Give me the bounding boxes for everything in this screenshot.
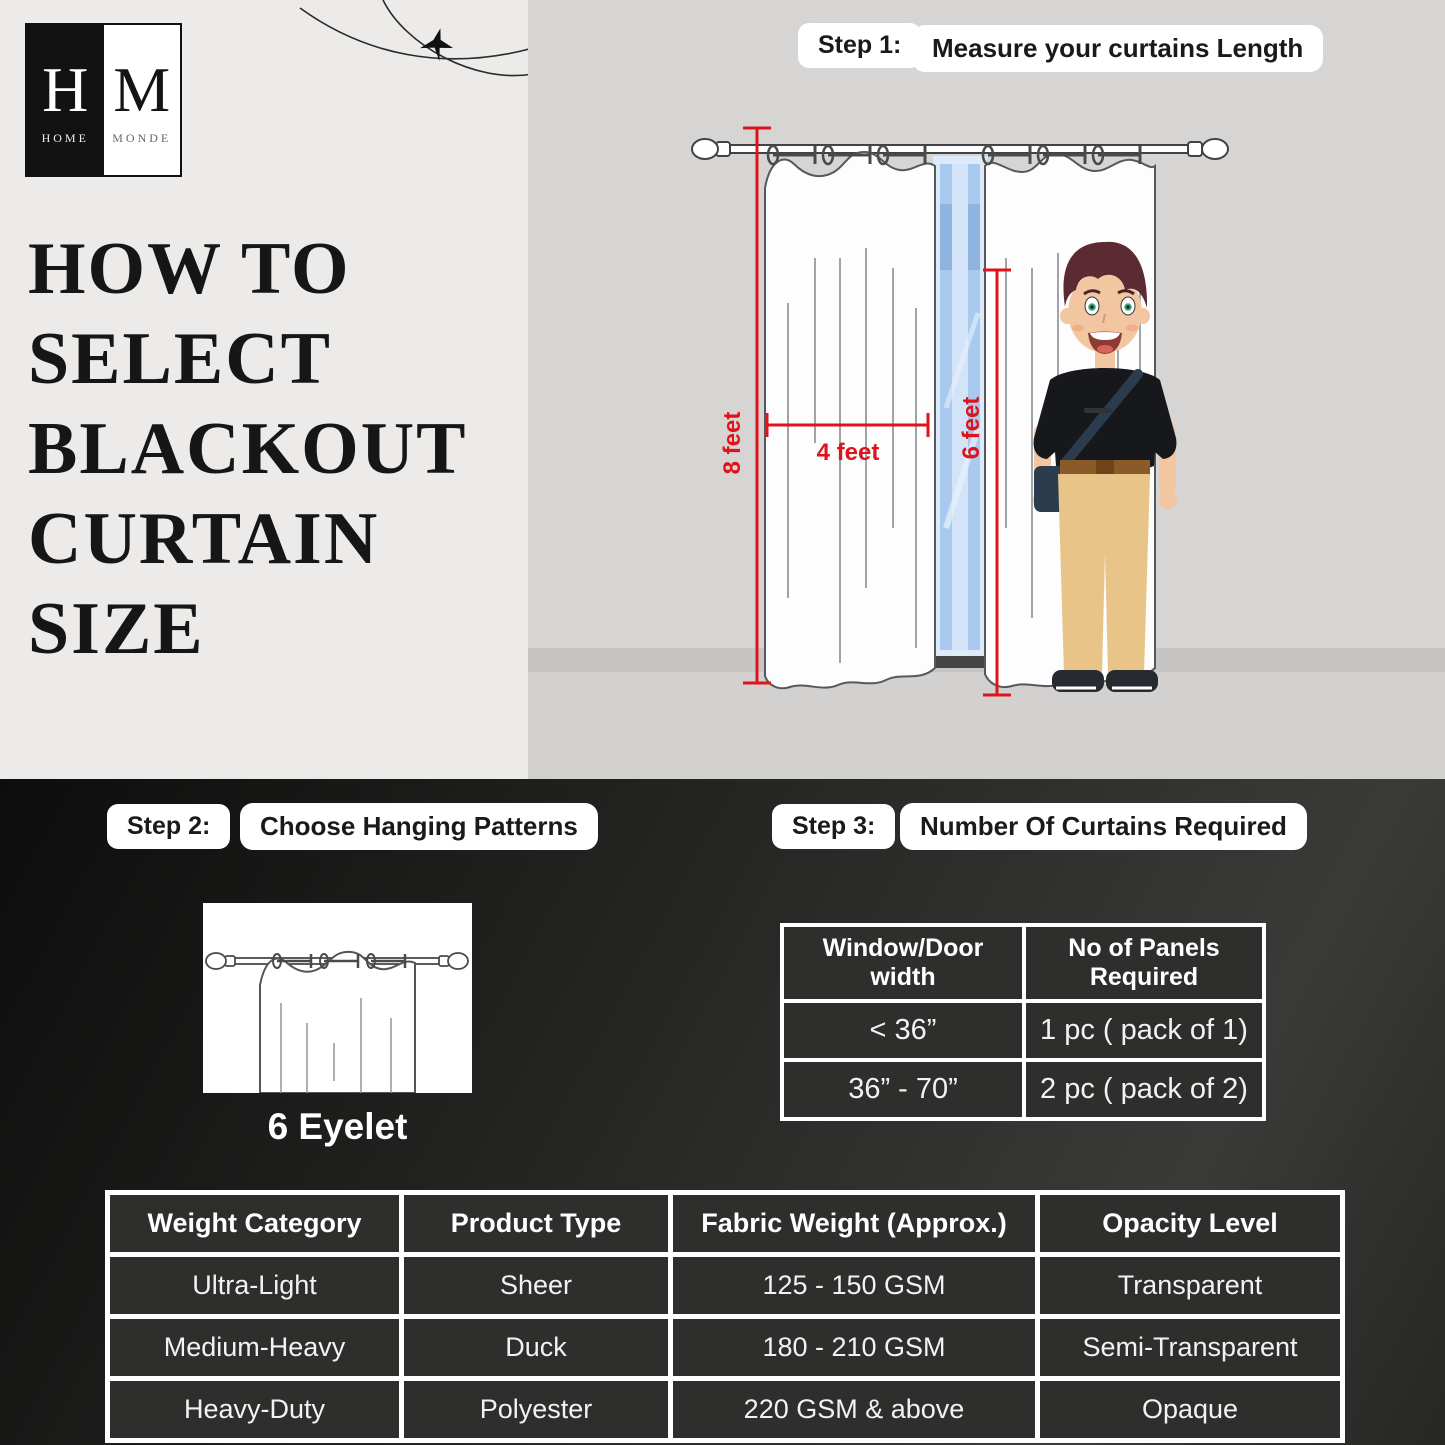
col-header-opacity-level: Opacity Level bbox=[1038, 1193, 1343, 1255]
finial-right-icon bbox=[1202, 139, 1228, 159]
cell-opacity-2: Semi-Transparent bbox=[1038, 1317, 1343, 1379]
curtain-panel-left bbox=[765, 152, 935, 688]
logo-word-monde: MONDE bbox=[112, 131, 172, 145]
left-panel bbox=[0, 0, 528, 779]
step2-title-pill bbox=[240, 803, 598, 850]
col-header-window-width: Window/Door width bbox=[782, 925, 1024, 1001]
step3-title-pill bbox=[900, 803, 1307, 850]
cell-gsm-3: 220 GSM & above bbox=[671, 1379, 1038, 1441]
window-measure-label: 6 feet bbox=[958, 396, 985, 460]
panels-required-table bbox=[780, 923, 1266, 1121]
cell-panels-2: 2 pc ( pack of 2) bbox=[1024, 1060, 1264, 1119]
title-line: SIZE bbox=[28, 588, 205, 670]
step1-label-pill bbox=[798, 23, 921, 68]
height-measure-label: 8 feet bbox=[719, 411, 746, 475]
step2-label-pill bbox=[107, 804, 230, 849]
belt-buckle bbox=[1096, 460, 1114, 474]
table-header-row bbox=[108, 1193, 1343, 1255]
step1-title-pill bbox=[912, 25, 1323, 72]
window-sill bbox=[930, 656, 990, 668]
title-line: BLACKOUT bbox=[28, 408, 468, 490]
step3-label: Step 3: bbox=[792, 812, 876, 840]
cell-panels-1: 1 pc ( pack of 1) bbox=[1024, 1001, 1264, 1060]
logo-word-home: HOME bbox=[41, 131, 89, 145]
eyelet-curtain-drawing bbox=[203, 903, 472, 1093]
plane-swirl-decoration bbox=[295, 0, 535, 95]
table-row bbox=[108, 1255, 1343, 1317]
curtain-measurement-illustration bbox=[688, 108, 1260, 712]
title-line: CURTAIN bbox=[28, 498, 380, 580]
table-header-row bbox=[782, 925, 1264, 1001]
title-line: HOW TO bbox=[28, 228, 351, 310]
cell-opacity-1: Transparent bbox=[1038, 1255, 1343, 1317]
cell-type-1: Sheer bbox=[402, 1255, 671, 1317]
table-row bbox=[108, 1379, 1343, 1441]
cell-weight-2: Medium-Heavy bbox=[108, 1317, 402, 1379]
brand-logo bbox=[25, 23, 182, 177]
cell-width-2: 36” - 70” bbox=[782, 1060, 1024, 1119]
title-line: SELECT bbox=[28, 318, 333, 400]
logo-left-half bbox=[27, 25, 104, 175]
cell-type-3: Polyester bbox=[402, 1379, 671, 1441]
table-row bbox=[782, 1060, 1264, 1119]
logo-letter-m: M bbox=[113, 54, 171, 125]
page-title bbox=[28, 224, 523, 674]
col-header-weight-category: Weight Category bbox=[108, 1193, 402, 1255]
cell-gsm-1: 125 - 150 GSM bbox=[671, 1255, 1038, 1317]
table-row bbox=[108, 1317, 1343, 1379]
step1-label: Step 1: bbox=[818, 31, 902, 59]
step1-title: Measure your curtains Length bbox=[932, 33, 1304, 63]
finial-left-icon bbox=[692, 139, 718, 159]
step2-label: Step 2: bbox=[127, 812, 211, 840]
cell-type-2: Duck bbox=[402, 1317, 671, 1379]
col-header-panels-required: No of Panels Required bbox=[1024, 925, 1264, 1001]
fabric-spec-table bbox=[105, 1190, 1345, 1443]
pattern-caption: 6 Eyelet bbox=[267, 1106, 408, 1147]
col-header-fabric-weight: Fabric Weight (Approx.) bbox=[671, 1193, 1038, 1255]
step2-title: Choose Hanging Patterns bbox=[260, 811, 578, 841]
table-row bbox=[782, 1001, 1264, 1060]
cell-gsm-2: 180 - 210 GSM bbox=[671, 1317, 1038, 1379]
cell-weight-1: Ultra-Light bbox=[108, 1255, 402, 1317]
cell-opacity-3: Opaque bbox=[1038, 1379, 1343, 1441]
step3-label-pill bbox=[772, 804, 895, 849]
logo-right-half bbox=[104, 25, 181, 175]
width-measure-label: 4 feet bbox=[816, 439, 880, 466]
cell-width-1: < 36” bbox=[782, 1001, 1024, 1060]
col-header-product-type: Product Type bbox=[402, 1193, 671, 1255]
logo-letter-h: H bbox=[42, 54, 89, 125]
cell-weight-3: Heavy-Duty bbox=[108, 1379, 402, 1441]
step3-title: Number Of Curtains Required bbox=[920, 811, 1287, 841]
hanging-pattern-card bbox=[203, 903, 472, 1093]
